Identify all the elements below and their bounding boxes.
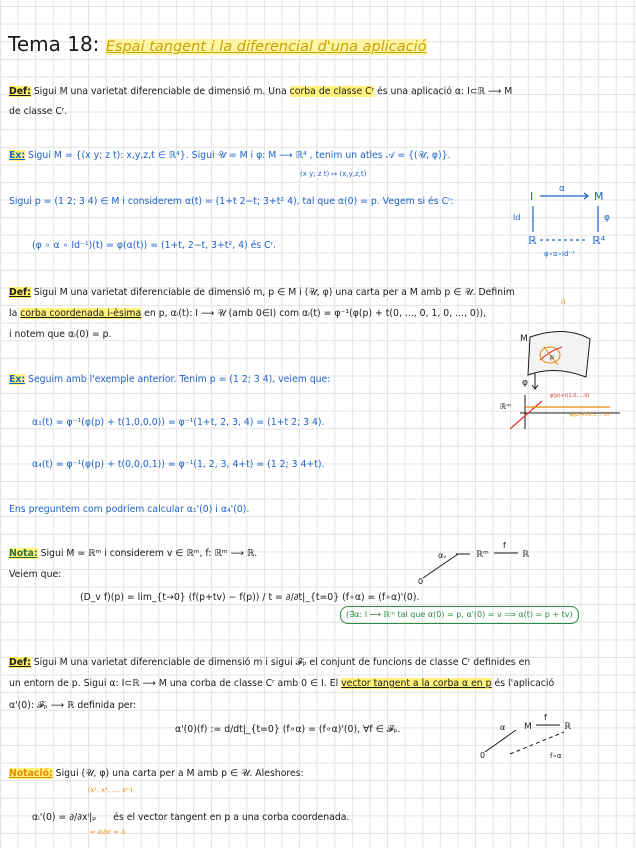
def1-label: Def: [9, 86, 31, 97]
ex1-line2: Sigui p = (1 2; 3 4) ∈ M i considerem α(t) = (1+t 2−t; 3+t² 4), tal que α(0) = p. Vegem si és Cʳ: [9, 196, 454, 207]
notacio-text: Sigui (𝒰, φ) una carta per a M amb p ∈ 𝒰. Aleshores: [55, 768, 304, 779]
notacio-label: Notació: [9, 768, 53, 779]
diag-R: ℝ [528, 234, 537, 247]
def2-highlight: corba coordenada i-èsima [20, 308, 142, 319]
ex1-mapsto: (x y; z t) ↦ (x,y,z,t) [300, 170, 367, 178]
def3-line1 [9, 657, 530, 669]
def2-index: i) [561, 298, 566, 306]
def2-text-a: la [9, 308, 18, 319]
title-main: Tema 18: [8, 32, 100, 56]
fig-curve2-label: φ(p)+t(0,1,...,0) [570, 412, 610, 418]
def2-line2 [9, 308, 486, 320]
def3-line2 [9, 678, 554, 690]
nota1-green-note: (∃α: I ⟶ ℝᵐ tal que α(0) = p, α'(0) = v ⟹ α(t) = p + tv) [340, 606, 579, 624]
ex1-line1 [9, 150, 451, 162]
diag-R4: ℝ⁴ [592, 234, 606, 247]
commutative-diagram [508, 184, 628, 264]
def2-line3: i notem que αᵢ(0) = p. [9, 329, 112, 340]
nota1-figure [418, 540, 618, 590]
diag-phi: φ [604, 213, 610, 223]
nota1-text: Sigui M = ℝᵐ i considerem v ∈ ℝᵐ, f: ℝᵐ ⟶ ℝ. [40, 548, 258, 559]
def3-fig-f: f [544, 713, 547, 722]
nota1-line1 [9, 548, 257, 560]
notacio-small2: = ∂/∂xⁱ = ∂ᵢ [90, 828, 126, 836]
def1-text-b: és una aplicació α: I⊂ℝ ⟶ M [377, 86, 513, 97]
diag-M: M [594, 190, 604, 203]
def3-figure [480, 712, 600, 762]
def3-line3: α'(0): 𝓕ₚ ⟶ ℝ definida per: [9, 700, 137, 711]
def1-line1 [9, 86, 512, 98]
def1-line2: de classe Cʳ. [9, 106, 68, 117]
def2-label: Def: [9, 287, 31, 298]
def3-fig-M: M [524, 722, 532, 732]
ex1-label: Ex: [9, 150, 26, 161]
def3-highlight: vector tangent a la corba α en p [341, 678, 492, 689]
def3-dashed-arrow [510, 732, 564, 754]
notacio-formula-line [32, 812, 349, 824]
def2-line1 [9, 287, 515, 299]
nota1-fig-f: f [503, 541, 506, 550]
def3-text-a: un entorn de p. Sigui α: I⊂ℝ ⟶ M una corba de classe Cʳ amb 0 ∈ I. El [9, 678, 339, 689]
ex2-line1 [9, 374, 330, 386]
diag-alpha: α [559, 184, 565, 194]
ex1-line3: (φ ∘ α ∘ Id⁻¹)(t) = φ(α(t)) = (1+t, 2−t, 3+t², 4) és Cʳ. [32, 240, 276, 251]
ex2-question: Ens preguntem com podríem calcular α₁'(0) i α₄'(0). [9, 504, 250, 515]
ex2-label: Ex: [9, 374, 26, 385]
ex1-text-b: , tenim un atles 𝒜 = {(𝒰, φ)}. [309, 150, 451, 161]
fig-Rm: ℝᵐ [500, 402, 512, 411]
manifold-patch [528, 331, 590, 377]
def2-text-b: en p, αᵢ(t): I ⟶ 𝒰 (amb 0∈I) com αᵢ(t) = φ⁻¹(φ(p) + t(0, ..., 0, 1, 0, ..., 0)), [144, 308, 487, 319]
diag-I: I [530, 190, 534, 203]
ex1-text: Sigui M = {(x y; z t): x,y,z,t ∈ ℝ⁴}. Sigui 𝒰 = M i φ: M ⟶ ℝ⁴ [28, 150, 307, 161]
ex2-eq2: α₄(t) = φ⁻¹(φ(p) + t(0,0,0,1)) = φ⁻¹(1, 2, 3, 4+t) = (1 2; 3 4+t). [32, 459, 325, 470]
def3-formula: α'(0)(f) := d/dt|_{t=0} (f∘α) = (f∘α)'(0), ∀f ∈ 𝓕ₚ. [175, 724, 401, 735]
def1-text: Sigui M una varietat diferenciable de dimensió m. Una [33, 86, 287, 97]
diag-id: Id [513, 213, 521, 222]
def3-text-b: és l'aplicació [494, 678, 555, 689]
fig-p: p [550, 354, 554, 361]
def3-fig-R: ℝ [564, 722, 572, 732]
diag-composition: φ∘α∘Id⁻¹ [544, 250, 576, 258]
def3-fig-alpha: α [500, 723, 506, 732]
nota1-fig-Rm: ℝᵐ [476, 550, 489, 560]
notacio-formula: αᵢ'(0) = ∂/∂xⁱ|ₚ [32, 812, 97, 823]
def3-curve-line [485, 730, 516, 752]
title-subtitle: Espai tangent i la diferencial d'una aplicació [105, 39, 427, 55]
def3-fig-fa: f∘α [550, 752, 562, 760]
nota1-fig-R: ℝ [522, 550, 530, 560]
nota1-fig-0: 0 [418, 577, 424, 586]
def1-highlight: corba de classe Cʳ [289, 86, 375, 97]
fig-curve1-label: φ(p)+t(1,0,...,0) [550, 393, 590, 399]
fig-phi: φ [522, 378, 528, 388]
ex2-eq1: α₁(t) = φ⁻¹(φ(p) + t(1,0,0,0)) = φ⁻¹(1+t, 2, 3, 4) = (1+t 2; 3 4). [32, 417, 325, 428]
fig-M: M [520, 334, 528, 344]
fig-line-red [510, 401, 542, 429]
nota1-label: Nota: [9, 548, 38, 559]
ex2-text: Seguim amb l'exemple anterior. Tenim p = (1 2; 3 4), veiem que: [28, 374, 331, 385]
chart-figure [470, 325, 630, 435]
nota1-fig-alpha: αᵥ [438, 551, 447, 560]
notacio-formula-rest: és el vector tangent en p a una corba coordenada. [113, 812, 350, 823]
notacio-small1: (x¹, x², ..., xᵐ) [88, 786, 133, 794]
page-title [8, 32, 427, 59]
def3-label: Def: [9, 657, 31, 668]
notacio-line1 [9, 768, 304, 780]
def3-text: Sigui M una varietat diferenciable de dimensió m i sigui 𝓕ₚ el conjunt de funcions de classe Cʳ definides en [33, 657, 531, 668]
def2-text: Sigui M una varietat diferenciable de dimensió m, p ∈ M i (𝒰, φ) una carta per a M amb p ∈ 𝒰. Definim [33, 287, 515, 298]
nota1-line2: Veiem que: [9, 569, 62, 580]
def3-fig-0: 0 [480, 751, 486, 760]
nota1-formula: (D_v f)(p) = lim_{t→0} (f(p+tv) − f(p)) / t = ∂/∂t|_{t=0} (f∘α) = (f∘α)'(0). [80, 592, 420, 603]
